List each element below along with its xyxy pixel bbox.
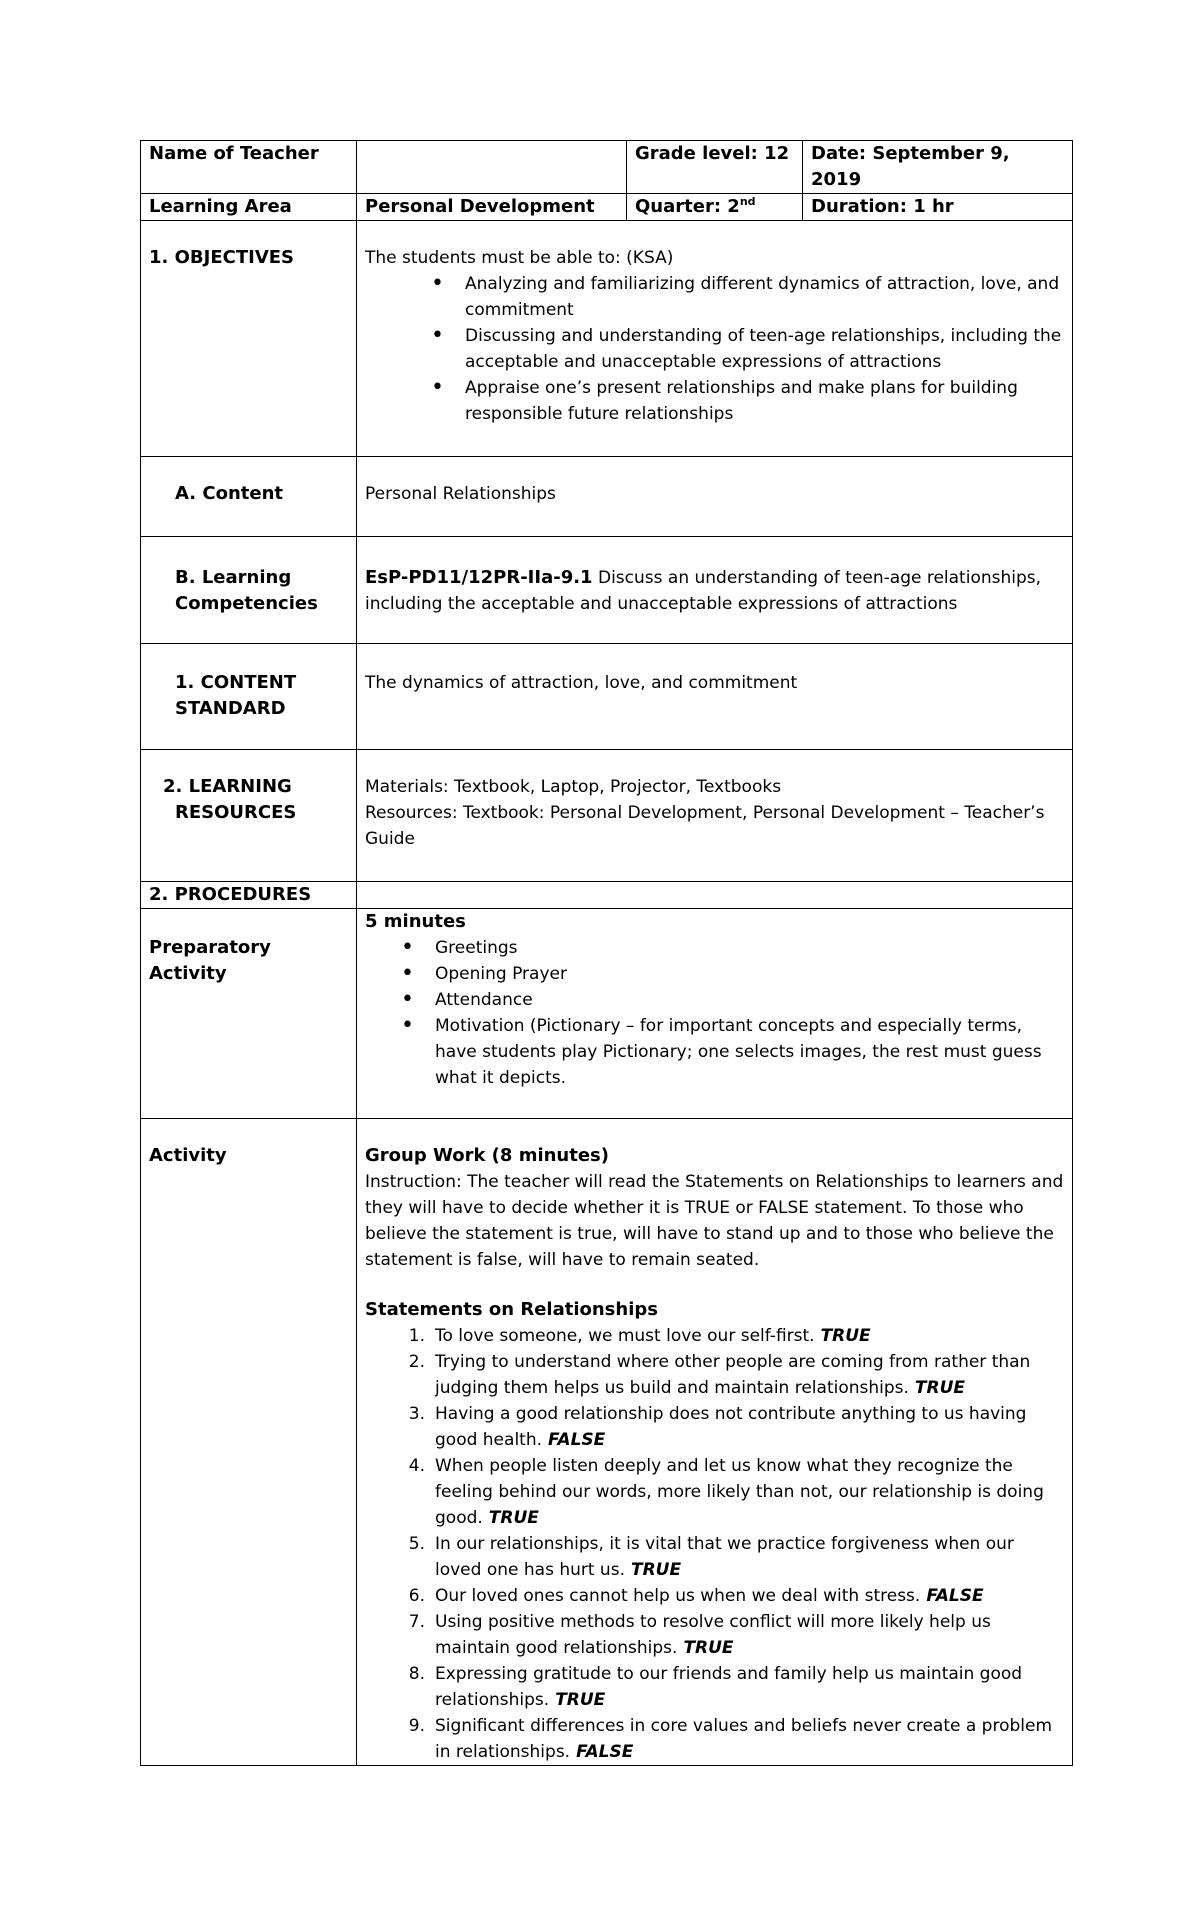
activity-instruction: Instruction: The teacher will read the Statements on Relationships to learners and they will have to decide whether it is TRUE or FALSE statement. To those who believe the statement is true, will have to stand up and to those who believe the statement is false, will have to remain seated. bbox=[365, 1172, 1064, 1270]
statement-item bbox=[408, 1609, 1064, 1661]
preparatory-item: • Opening Prayer bbox=[435, 961, 1064, 987]
header-row-1 bbox=[141, 141, 1073, 194]
statement-answer: FALSE bbox=[576, 1742, 634, 1762]
statement-answer: FALSE bbox=[548, 1430, 606, 1450]
header-row-2 bbox=[141, 194, 1073, 221]
statement-text: Using positive methods to resolve conflict will more likely help us maintain good relationships. bbox=[435, 1612, 991, 1658]
content-standard-label bbox=[141, 644, 357, 750]
quarter-text: Quarter: 2 bbox=[635, 196, 740, 217]
procedures-empty-cell bbox=[357, 882, 1073, 909]
learning-resources-cell bbox=[357, 750, 1073, 882]
statement-number: 6. bbox=[408, 1586, 425, 1606]
content-row bbox=[141, 457, 1073, 537]
name-of-teacher-value bbox=[357, 141, 627, 194]
objectives-row bbox=[141, 221, 1073, 457]
competencies-row bbox=[141, 537, 1073, 644]
content-value: Personal Relationships bbox=[357, 457, 1073, 537]
statement-number: 8. bbox=[408, 1664, 425, 1684]
objectives-intro: The students must be able to: (KSA) bbox=[365, 248, 674, 268]
activity-title: Group Work (8 minutes) bbox=[365, 1145, 610, 1166]
lesson-plan-table bbox=[140, 140, 1073, 1766]
procedures-row bbox=[141, 882, 1073, 909]
statement-text: In our relationships, it is vital that we practice forgiveness when our loved one has hurt us. bbox=[435, 1534, 1014, 1580]
statement-answer: TRUE bbox=[488, 1508, 539, 1528]
statements-title: Statements on Relationships bbox=[365, 1299, 658, 1320]
grade-level: Grade level: 12 bbox=[627, 141, 803, 194]
preparatory-cell bbox=[357, 909, 1073, 1119]
statement-text: Our loved ones cannot help us when we deal with stress. bbox=[435, 1586, 921, 1606]
objective-item: • Analyzing and familiarizing different dynamics of attraction, love, and commitment bbox=[465, 271, 1064, 323]
statement-text: Significant differences in core values and beliefs never create a problem in relationships. bbox=[435, 1716, 1053, 1762]
competencies-cell bbox=[357, 537, 1073, 644]
activity-cell bbox=[357, 1119, 1073, 1766]
statement-answer: TRUE bbox=[914, 1378, 966, 1398]
competencies-label: B. Learning Competencies bbox=[141, 537, 357, 644]
statement-item bbox=[408, 1401, 1064, 1453]
preparatory-item: • Motivation (Pictionary – for important concepts and especially terms, have students play Pictionary; one selects images, the rest must guess what it depicts. bbox=[435, 1013, 1064, 1091]
statement-item bbox=[408, 1323, 1064, 1349]
statements-list bbox=[365, 1323, 1064, 1765]
quarter-superscript: nd bbox=[739, 195, 756, 208]
statement-text: To love someone, we must love our self-first. bbox=[435, 1326, 815, 1346]
statement-text: Trying to understand where other people are coming from rather than judging them helps us build and maintain relationships. bbox=[435, 1352, 1031, 1398]
statement-text: Having a good relationship does not contribute anything to us having good health. bbox=[435, 1404, 1027, 1450]
objectives-list bbox=[365, 271, 1064, 427]
statement-number: 4. bbox=[408, 1456, 425, 1476]
objective-item: • Appraise one’s present relationships and make plans for building responsible future relationships bbox=[465, 375, 1064, 427]
statement-number: 3. bbox=[408, 1404, 425, 1424]
statement-answer: TRUE bbox=[683, 1638, 734, 1658]
learning-resources-label-line1: 2. LEARNING bbox=[163, 776, 292, 797]
statement-item bbox=[408, 1713, 1064, 1765]
duration: Duration: 1 hr bbox=[803, 194, 1073, 221]
statement-number: 9. bbox=[408, 1716, 425, 1736]
statement-answer: FALSE bbox=[926, 1586, 984, 1606]
objectives-cell bbox=[357, 221, 1073, 457]
statement-item bbox=[408, 1531, 1064, 1583]
statement-item bbox=[408, 1583, 1064, 1609]
statement-number: 2. bbox=[408, 1352, 425, 1372]
lesson-plan-page bbox=[140, 140, 1072, 1766]
content-standard-row bbox=[141, 644, 1073, 750]
statement-answer: TRUE bbox=[555, 1690, 606, 1710]
learning-resources-row bbox=[141, 750, 1073, 882]
statement-item bbox=[408, 1661, 1064, 1713]
resources-text: Resources: Textbook: Personal Development, Personal Development – Teacher’s Guide bbox=[365, 803, 1045, 849]
statement-number: 1. bbox=[408, 1326, 425, 1346]
materials-text: Materials: Textbook, Laptop, Projector, Textbooks bbox=[365, 777, 782, 797]
objective-item: • Discussing and understanding of teen-age relationships, including the acceptable and unacceptable expressions of attractions bbox=[465, 323, 1064, 375]
name-of-teacher-label: Name of Teacher bbox=[141, 141, 357, 194]
content-standard-value: The dynamics of attraction, love, and commitment bbox=[357, 644, 1073, 750]
preparatory-list bbox=[365, 935, 1064, 1091]
statement-number: 5. bbox=[408, 1534, 425, 1554]
content-label: A. Content bbox=[141, 457, 357, 537]
statement-text: When people listen deeply and let us know what they recognize the feeling behind our words, more likely than not, our relationship is doing good. bbox=[435, 1456, 1044, 1528]
procedures-label: 2. PROCEDURES bbox=[141, 882, 357, 909]
learning-area-value: Personal Development bbox=[357, 194, 627, 221]
competency-text: Discuss an understanding of teen-age relationships, including the acceptable and unacceptable expressions of attractions bbox=[365, 568, 1042, 614]
objectives-label: 1. OBJECTIVES bbox=[141, 221, 357, 457]
preparatory-row bbox=[141, 909, 1073, 1119]
statement-item bbox=[408, 1349, 1064, 1401]
statement-answer: TRUE bbox=[630, 1560, 682, 1580]
competency-code: EsP-PD11/12PR-IIa-9.1 bbox=[365, 567, 593, 588]
statement-text: Expressing gratitude to our friends and family help us maintain good relationships. bbox=[435, 1664, 1023, 1710]
learning-area-label: Learning Area bbox=[141, 194, 357, 221]
quarter bbox=[627, 194, 803, 221]
preparatory-label: Preparatory Activity bbox=[141, 909, 357, 1119]
date: Date: September 9, 2019 bbox=[803, 141, 1073, 194]
learning-resources-label-line2: RESOURCES bbox=[175, 802, 297, 823]
preparatory-item: • Attendance bbox=[435, 987, 1064, 1013]
content-standard-label-line2: STANDARD bbox=[175, 698, 286, 719]
statement-answer: TRUE bbox=[820, 1326, 871, 1346]
activity-label: Activity bbox=[141, 1119, 357, 1766]
learning-resources-label bbox=[141, 750, 357, 882]
content-standard-label-line1: 1. CONTENT bbox=[175, 672, 297, 693]
statement-item bbox=[408, 1453, 1064, 1531]
activity-row bbox=[141, 1119, 1073, 1766]
preparatory-item: • Greetings bbox=[435, 935, 1064, 961]
preparatory-time: 5 minutes bbox=[365, 911, 466, 932]
statement-number: 7. bbox=[408, 1612, 425, 1632]
